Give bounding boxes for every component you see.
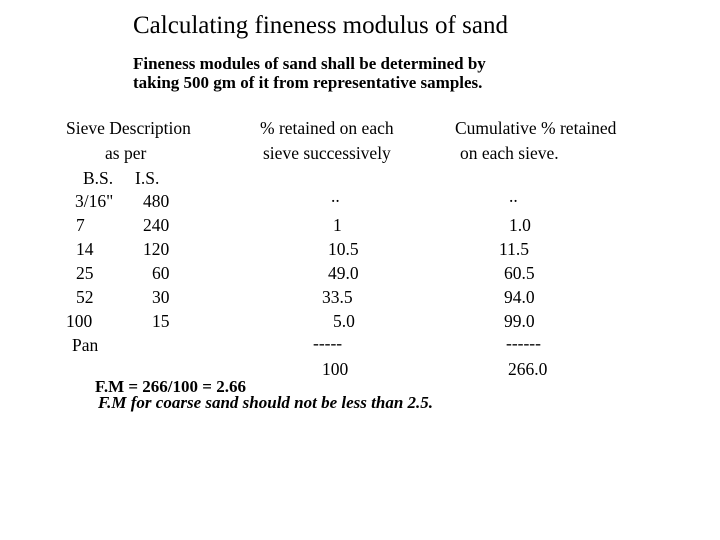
header-cumulative: Cumulative % retained <box>455 118 617 138</box>
row-is-size: 60 <box>152 263 170 283</box>
header-cumulative-sub: on each sieve. <box>460 143 559 163</box>
row-retained: 5.0 <box>333 311 355 331</box>
row-retained: .. <box>331 186 340 206</box>
row-cumulative: .. <box>509 186 518 206</box>
fineness-modulus-formula: F.M = 266/100 = 2.66 <box>95 377 246 396</box>
row-retained: 49.0 <box>328 263 359 283</box>
total-retained: 100 <box>322 359 349 379</box>
row-bs-size: 25 <box>76 263 94 283</box>
row-cumulative: 99.0 <box>504 311 535 331</box>
row-cumulative: 60.5 <box>504 263 535 283</box>
row-bs-size: 52 <box>76 287 94 307</box>
row-retained: ----- <box>313 333 343 353</box>
row-retained: 33.5 <box>322 287 353 307</box>
row-is-size: 120 <box>143 239 170 259</box>
row-is-size: 15 <box>152 311 170 331</box>
row-is-size: 30 <box>152 287 170 307</box>
header-as-per: as per <box>105 143 147 163</box>
header-sieve-description: Sieve Description <box>66 118 191 138</box>
row-cumulative: ------ <box>506 333 541 353</box>
total-cumulative: 266.0 <box>508 359 548 379</box>
coarse-sand-note: F.M for coarse sand should not be less than 2.5. <box>98 393 434 412</box>
row-cumulative: 11.5 <box>499 239 529 259</box>
row-bs-size: 14 <box>76 239 94 259</box>
row-cumulative: 94.0 <box>504 287 535 307</box>
header-bs-is: B.S. I.S. <box>83 168 160 188</box>
row-retained: 1 <box>333 215 342 235</box>
row-bs-size: 7 <box>76 215 85 235</box>
row-cumulative: 1.0 <box>509 215 531 235</box>
row-bs-size: 100 <box>66 311 93 331</box>
header-retained: % retained on each <box>260 118 394 138</box>
intro-line-2: taking 500 gm of it from representative samples. <box>133 73 483 92</box>
row-is-size: 240 <box>143 215 170 235</box>
header-retained-sub: sieve successively <box>263 143 391 163</box>
row-retained: 10.5 <box>328 239 359 259</box>
page-title: Calculating fineness modulus of sand <box>133 12 508 39</box>
intro-line-1: Fineness modules of sand shall be determined by <box>133 54 486 73</box>
row-bs-size: 3/16" <box>75 191 114 211</box>
row-bs-size: Pan <box>72 335 99 355</box>
row-is-size: 480 <box>143 191 170 211</box>
